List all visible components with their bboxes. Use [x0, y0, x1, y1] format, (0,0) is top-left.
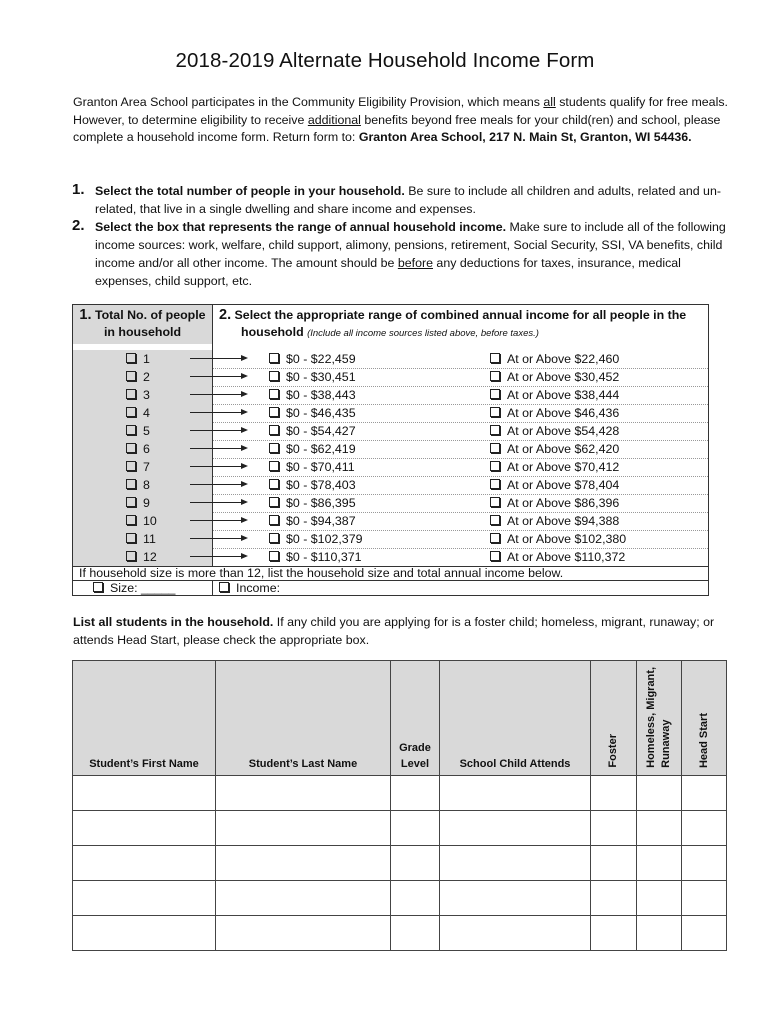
size-checkbox[interactable] [93, 582, 103, 592]
size-value: 5 [143, 424, 150, 438]
step-number: 2. [72, 217, 85, 234]
above-value: At or Above $54,428 [507, 424, 620, 438]
income-range-option[interactable] [269, 422, 356, 440]
last-name-header [216, 661, 391, 776]
size-field[interactable] [93, 582, 175, 595]
income-range-option[interactable] [269, 512, 356, 530]
step-number: 1. [72, 181, 85, 198]
above-value: At or Above $30,452 [507, 370, 620, 384]
foster-header [591, 661, 637, 776]
income-above-option[interactable] [490, 404, 619, 422]
income-row [73, 440, 708, 459]
above-value: At or Above $38,444 [507, 388, 620, 402]
size-value: 9 [143, 496, 150, 510]
range-value: $0 - $38,443 [286, 388, 356, 402]
range-value: $0 - $86,395 [286, 496, 356, 510]
range-checkbox[interactable] [269, 389, 279, 399]
above-checkbox[interactable] [490, 407, 500, 417]
income-row [73, 512, 708, 531]
range-checkbox[interactable] [269, 533, 279, 543]
step-1 [72, 182, 732, 218]
above-value: At or Above $62,420 [507, 442, 620, 456]
return-address: Granton Area School, 217 N. Main St, Granton, WI 54436. [358, 130, 692, 144]
size-value: 4 [143, 406, 150, 420]
above-checkbox[interactable] [490, 425, 500, 435]
income-row [73, 458, 708, 477]
income-above-option[interactable] [490, 512, 619, 530]
income-range-header [219, 307, 699, 342]
income-range-option[interactable] [269, 440, 356, 458]
income-above-option[interactable] [490, 458, 619, 476]
first-name-cell[interactable] [73, 776, 216, 811]
arrow-icon [190, 430, 246, 431]
range-value: $0 - $22,459 [286, 352, 356, 366]
column-divider [212, 580, 213, 596]
header-text: Total No. of people [94, 308, 206, 322]
range-value: $0 - $30,451 [286, 370, 356, 384]
arrow-icon [190, 358, 246, 359]
above-checkbox[interactable] [490, 353, 500, 363]
grade-header [391, 661, 440, 776]
grade-cell[interactable] [391, 811, 440, 846]
homeless-cell[interactable] [637, 881, 682, 916]
step-text: Make sure to include all of the following income sources: work, welfare, child support, alimony, pensions, retirement, Social Security, SSI, VA benefits, child income and/or all other income. The amount should be [95, 220, 726, 270]
school-cell[interactable] [440, 846, 591, 881]
headstart-cell[interactable] [682, 846, 727, 881]
intro-text-3: benefits beyond free meals for your child(ren) and school, please complete a household income form. Return form to: [73, 112, 721, 144]
size-label: Size: _____ [110, 581, 176, 595]
students-header-row [73, 661, 727, 776]
before-underlined: before [397, 256, 433, 270]
income-row [73, 368, 708, 387]
step-heading: Select the box that represents the range of annual household income. [95, 220, 507, 234]
size-checkbox[interactable] [126, 461, 136, 471]
student-row [73, 776, 727, 811]
income-range-option[interactable] [269, 350, 356, 368]
arrow-icon [190, 376, 246, 377]
range-value: $0 - $94,387 [286, 514, 356, 528]
students-intro [73, 613, 733, 649]
income-above-option[interactable] [490, 440, 619, 458]
household-size-header [73, 305, 212, 344]
step-heading: Select the total number of people in your household. [95, 184, 405, 198]
size-option[interactable] [126, 512, 157, 530]
intro-all-underlined: all [543, 95, 556, 109]
size-checkbox[interactable] [126, 515, 136, 525]
header-number: 2. [219, 307, 232, 323]
size-option[interactable] [126, 422, 150, 440]
above-checkbox[interactable] [490, 533, 500, 543]
first-name-cell[interactable] [73, 846, 216, 881]
income-row [73, 386, 708, 405]
arrow-icon [190, 520, 246, 521]
range-value: $0 - $54,427 [286, 424, 356, 438]
income-above-option[interactable] [490, 548, 625, 566]
size-checkbox[interactable] [126, 533, 136, 543]
income-range-option[interactable] [269, 494, 356, 512]
range-checkbox[interactable] [269, 461, 279, 471]
header-subtext: (Include all income sources listed above, before taxes.) [307, 328, 539, 339]
intro-text-2: students qualify for free meals. However, to determine eligibility to receive [73, 95, 728, 127]
size-option[interactable] [126, 476, 150, 494]
size-option[interactable] [126, 368, 150, 386]
headstart-header [682, 661, 727, 776]
income-above-option[interactable] [490, 386, 619, 404]
size-checkbox[interactable] [126, 479, 136, 489]
school-cell[interactable] [440, 811, 591, 846]
homeless-cell[interactable] [637, 776, 682, 811]
student-row [73, 811, 727, 846]
headstart-cell[interactable] [682, 776, 727, 811]
size-checkbox[interactable] [126, 389, 136, 399]
header-label: Student’s Last Name [248, 758, 358, 770]
range-value: $0 - $70,411 [286, 460, 355, 474]
income-row [73, 404, 708, 423]
income-row [73, 494, 708, 513]
header-label: School Child Attends [459, 758, 571, 770]
size-value: 6 [143, 442, 150, 456]
range-value: $0 - $110,371 [286, 550, 362, 564]
income-row [73, 548, 708, 566]
school-cell[interactable] [440, 776, 591, 811]
homeless-cell[interactable] [637, 811, 682, 846]
size-value: 12 [143, 550, 157, 564]
range-value: $0 - $46,435 [286, 406, 356, 420]
headstart-cell[interactable] [682, 811, 727, 846]
headstart-cell[interactable] [682, 881, 727, 916]
first-name-cell[interactable] [73, 811, 216, 846]
arrow-icon [190, 484, 246, 485]
above-value: At or Above $78,404 [507, 478, 620, 492]
last-name-cell[interactable] [216, 846, 391, 881]
students-heading: List all students in the household. [73, 615, 274, 629]
arrow-icon [190, 466, 246, 467]
instructions [72, 182, 732, 290]
income-above-option[interactable] [490, 350, 619, 368]
range-checkbox[interactable] [269, 407, 279, 417]
homeless-cell[interactable] [637, 846, 682, 881]
above-checkbox[interactable] [490, 497, 500, 507]
size-checkbox[interactable] [126, 353, 136, 363]
size-value: 10 [143, 514, 157, 528]
range-checkbox[interactable] [269, 443, 279, 453]
header-text-2: in household [103, 325, 182, 339]
grade-cell[interactable] [391, 881, 440, 916]
size-value: 3 [143, 388, 150, 402]
income-row [73, 476, 708, 495]
homeless-cell[interactable] [637, 916, 682, 951]
step-2 [72, 218, 732, 290]
students-table [72, 660, 727, 951]
income-label: Income: [236, 581, 281, 595]
above-value: At or Above $46,436 [507, 406, 620, 420]
header-text: Select the appropriate range of combined annual income for all people in the [234, 308, 687, 322]
size-value: 1 [143, 352, 150, 366]
range-value: $0 - $62,419 [286, 442, 356, 456]
size-option[interactable] [126, 404, 150, 422]
arrow-icon [190, 448, 246, 449]
income-field[interactable] [219, 582, 280, 595]
above-checkbox[interactable] [490, 551, 500, 561]
size-value: 7 [143, 460, 150, 474]
above-value: At or Above $70,412 [507, 460, 620, 474]
income-above-option[interactable] [490, 422, 619, 440]
range-checkbox[interactable] [269, 371, 279, 381]
header-label-2: Level [400, 758, 430, 770]
arrow-icon [190, 556, 246, 557]
income-range-option[interactable] [269, 386, 356, 404]
income-row [73, 530, 708, 549]
size-option[interactable] [126, 350, 150, 368]
range-checkbox[interactable] [269, 515, 279, 525]
foster-cell[interactable] [591, 881, 637, 916]
size-value: 11 [143, 532, 156, 546]
income-range-option[interactable] [269, 458, 355, 476]
income-range-option[interactable] [269, 530, 362, 548]
size-checkbox[interactable] [126, 425, 136, 435]
intro-paragraph [73, 94, 733, 147]
student-row [73, 846, 727, 881]
last-name-cell[interactable] [216, 811, 391, 846]
header-label: Foster [607, 734, 619, 768]
income-table [72, 304, 709, 596]
above-value: At or Above $22,460 [507, 352, 620, 366]
above-checkbox[interactable] [490, 389, 500, 399]
school-cell[interactable] [440, 881, 591, 916]
range-checkbox[interactable] [269, 479, 279, 489]
income-range-option[interactable] [269, 476, 356, 494]
header-number: 1. [79, 307, 92, 323]
foster-cell[interactable] [591, 776, 637, 811]
size-option[interactable] [126, 530, 156, 548]
above-checkbox[interactable] [490, 371, 500, 381]
income-above-option[interactable] [490, 476, 619, 494]
school-header [440, 661, 591, 776]
above-value: At or Above $94,388 [507, 514, 620, 528]
intro-additional-underlined: additional [307, 112, 361, 127]
last-name-cell[interactable] [216, 916, 391, 951]
arrow-icon [190, 412, 246, 413]
size-checkbox[interactable] [126, 497, 136, 507]
header-label-2: Runaway [660, 719, 672, 768]
arrow-icon [190, 538, 246, 539]
last-name-cell[interactable] [216, 881, 391, 916]
foster-cell[interactable] [591, 916, 637, 951]
range-checkbox[interactable] [269, 425, 279, 435]
range-checkbox[interactable] [269, 551, 279, 561]
student-row [73, 916, 727, 951]
income-range-option[interactable] [269, 368, 356, 386]
above-checkbox[interactable] [490, 479, 500, 489]
income-range-option[interactable] [269, 548, 362, 566]
arrow-icon [190, 394, 246, 395]
size-checkbox[interactable] [126, 443, 136, 453]
foster-cell[interactable] [591, 846, 637, 881]
above-checkbox[interactable] [490, 443, 500, 453]
grade-cell[interactable] [391, 916, 440, 951]
grade-cell[interactable] [391, 846, 440, 881]
headstart-cell[interactable] [682, 916, 727, 951]
student-row [73, 881, 727, 916]
size-option[interactable] [126, 548, 157, 566]
header-text-2: household [241, 325, 304, 339]
range-checkbox[interactable] [269, 497, 279, 507]
header-label: Head Start [697, 712, 710, 768]
income-checkbox[interactable] [219, 582, 229, 592]
form-title: 2018-2019 Alternate Household Income Form [175, 49, 595, 72]
range-value: $0 - $102,379 [286, 532, 363, 546]
last-name-cell[interactable] [216, 776, 391, 811]
income-row [73, 350, 708, 369]
intro-text-1: Granton Area School participates in the Community Eligibility Provision, which means [73, 95, 544, 109]
above-value: At or Above $110,372 [507, 550, 626, 564]
over-12-note: If household size is more than 12, list the household size and total annual income below. [79, 566, 564, 580]
size-checkbox[interactable] [126, 407, 136, 417]
first-name-cell[interactable] [73, 881, 216, 916]
size-option[interactable] [126, 440, 150, 458]
income-range-option[interactable] [269, 404, 356, 422]
step-text: Be sure to include all children and adults, related and un-related, that live in a single dwelling and share income and expenses. [95, 184, 721, 216]
first-name-header [73, 661, 216, 776]
size-option[interactable] [126, 458, 150, 476]
size-checkbox[interactable] [126, 551, 136, 561]
size-checkbox[interactable] [126, 371, 136, 381]
income-above-option[interactable] [490, 368, 619, 386]
income-row [73, 422, 708, 441]
range-value: $0 - $78,403 [286, 478, 356, 492]
grade-cell[interactable] [391, 776, 440, 811]
above-checkbox[interactable] [490, 461, 500, 471]
size-option[interactable] [126, 386, 150, 404]
school-cell[interactable] [440, 916, 591, 951]
homeless-header [637, 661, 682, 776]
size-option[interactable] [126, 494, 150, 512]
first-name-cell[interactable] [73, 916, 216, 951]
arrow-icon [190, 502, 246, 503]
foster-cell[interactable] [591, 811, 637, 846]
header-label: Grade [399, 742, 431, 754]
size-value: 8 [143, 478, 150, 492]
above-value: At or Above $102,380 [507, 532, 627, 546]
header-label: Student’s First Name [89, 758, 199, 770]
range-checkbox[interactable] [269, 353, 279, 363]
step-text: any deductions for taxes, insurance, medical expenses, child support, etc. [95, 256, 681, 288]
income-above-option[interactable] [490, 530, 626, 548]
above-checkbox[interactable] [490, 515, 500, 525]
above-value: At or Above $86,396 [507, 496, 620, 510]
income-above-option[interactable] [490, 494, 619, 512]
students-text: If any child you are applying for is a foster child; homeless, migrant, runaway; or attends Head Start, please check the appropriate box. [73, 615, 715, 647]
header-label: Homeless, Migrant, [645, 667, 657, 768]
size-value: 2 [143, 370, 150, 384]
